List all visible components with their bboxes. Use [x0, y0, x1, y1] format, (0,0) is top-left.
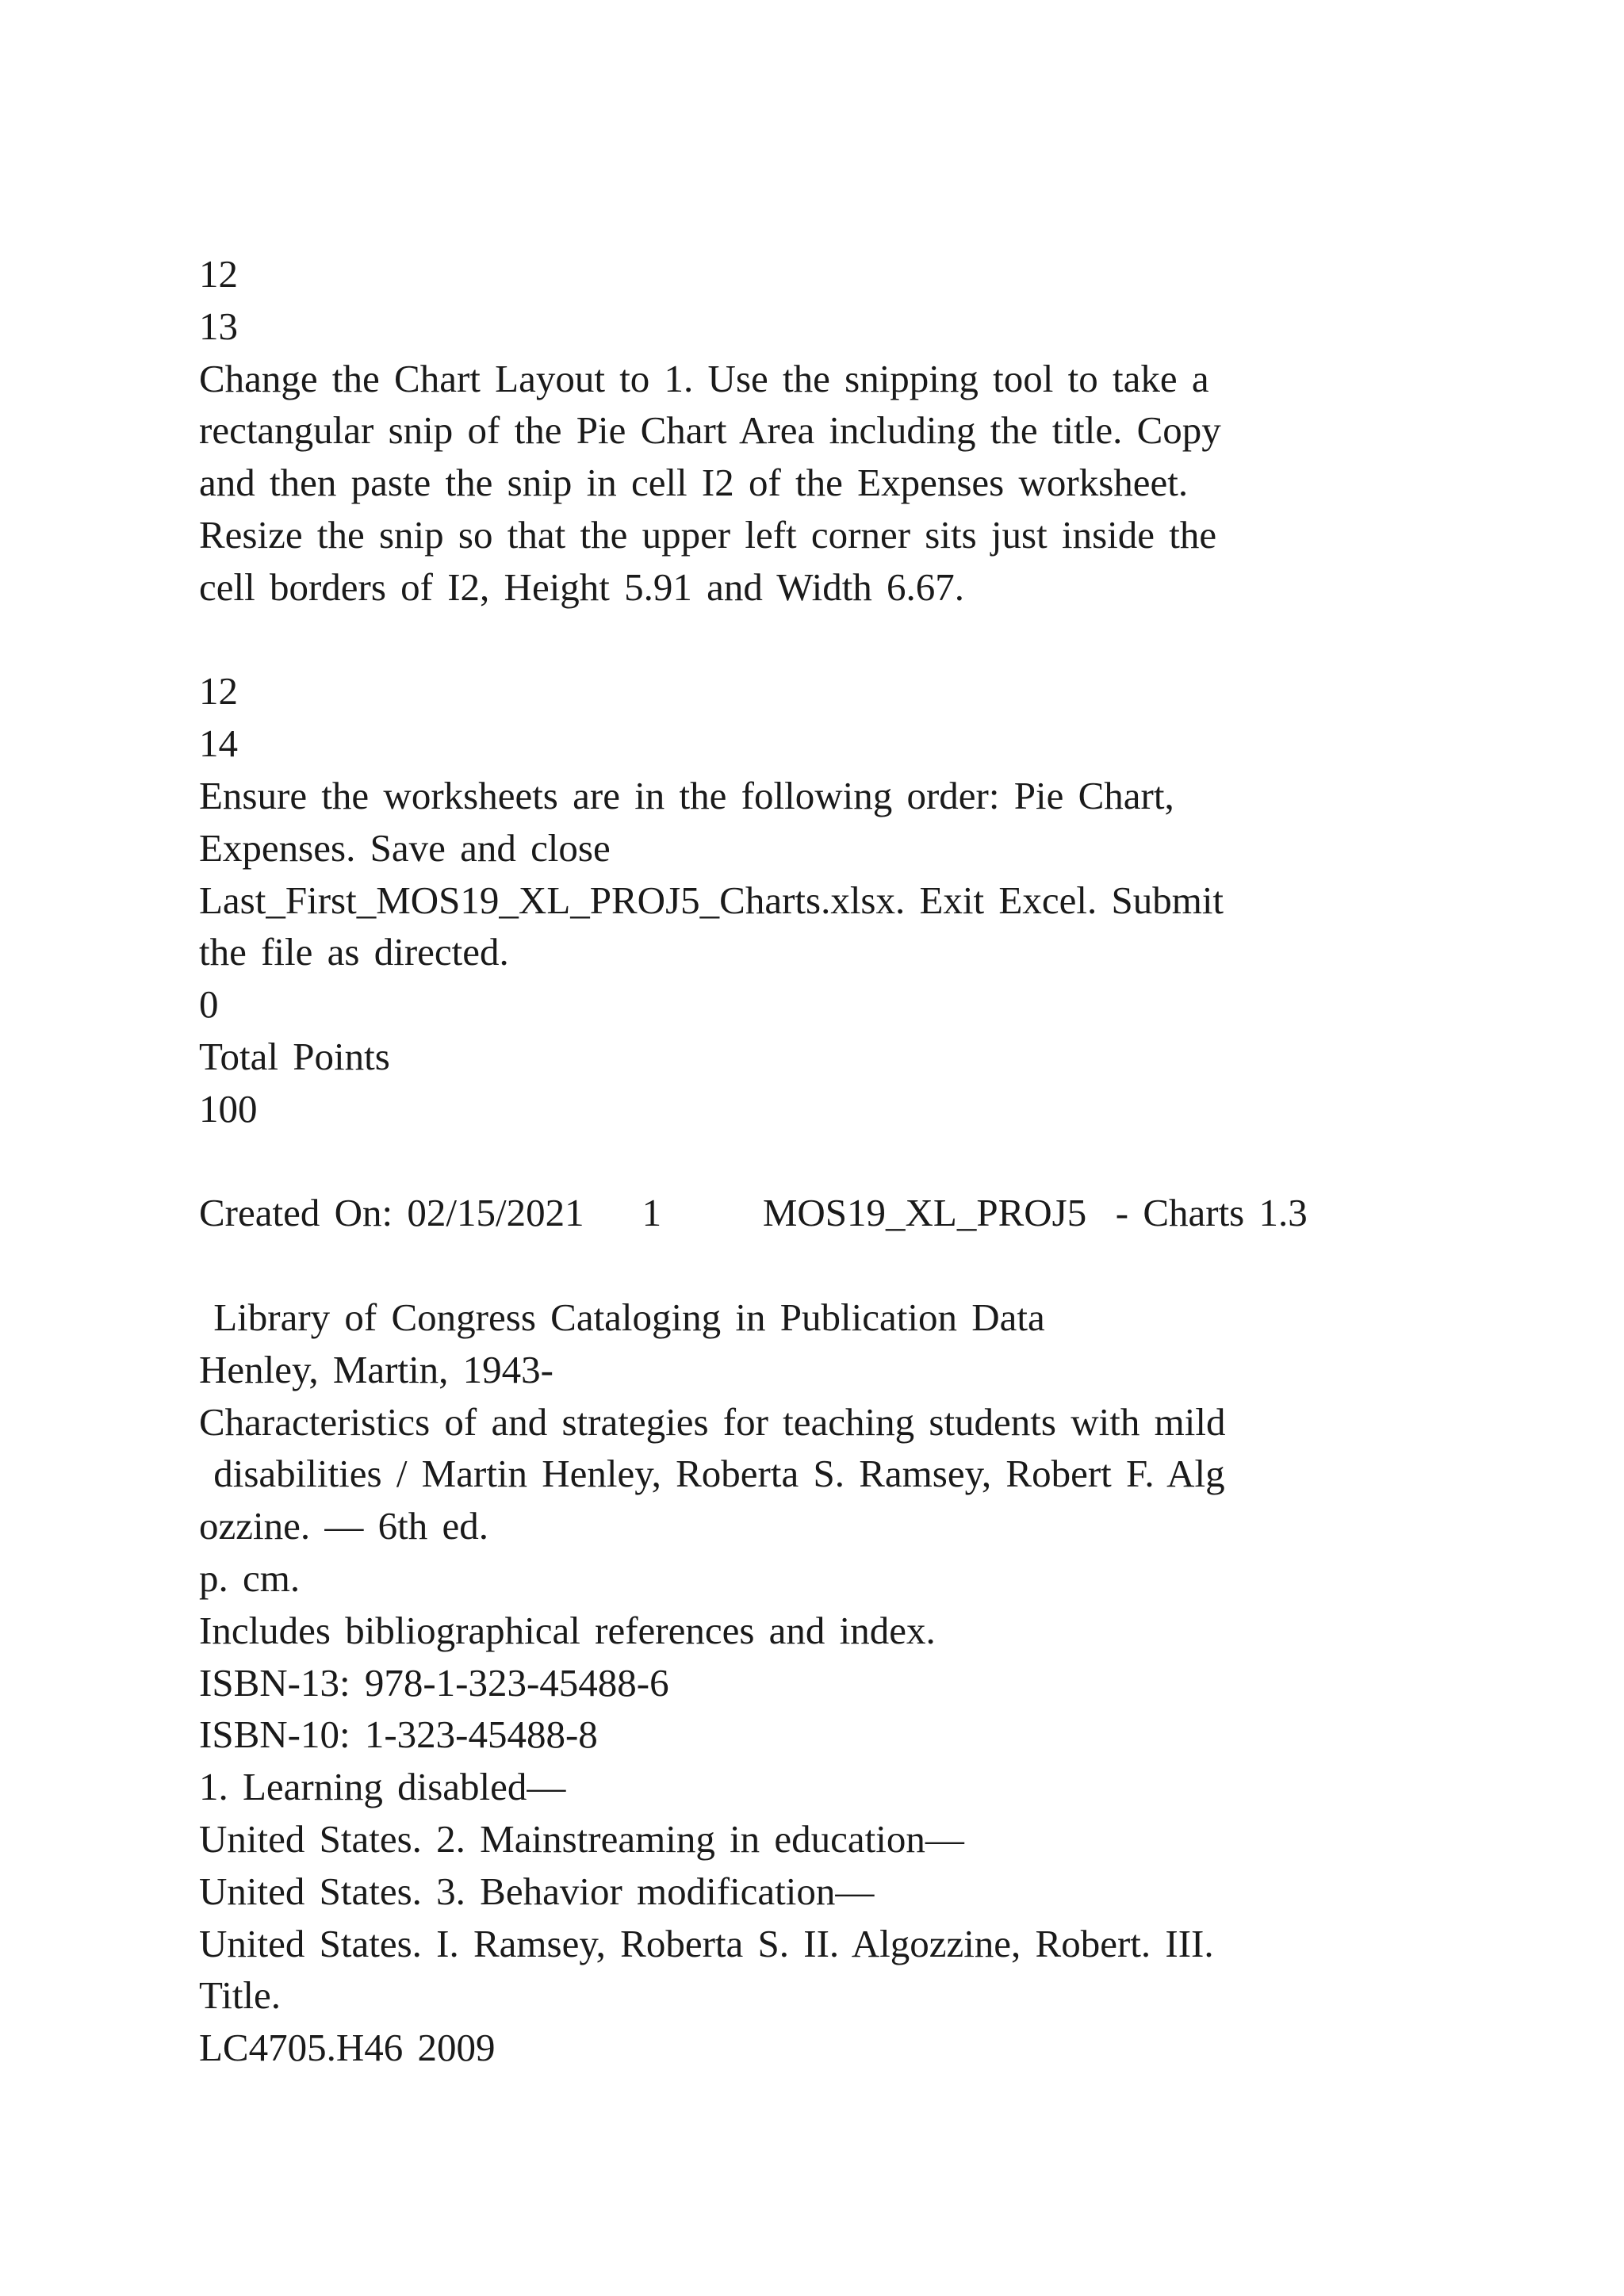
cataloging-line: disabilities / Martin Henley, Roberta S. Ramsey, Robert F. Alg [199, 1452, 1225, 1496]
total-points-value: 100 [199, 1086, 258, 1131]
cataloging-line: Title. [199, 1973, 282, 2018]
step-13-text-line: Change the Chart Layout to 1. Use the snipping tool to take a [199, 356, 1209, 400]
step-14-points: 12 [199, 669, 238, 714]
spacer [199, 1239, 1436, 1292]
cataloging-line: United States. I. Ramsey, Roberta S. II. Algozzine, Robert. III. [199, 1921, 1214, 1965]
step-14-text-line: Ensure the worksheets are in the following order: Pie Chart, [199, 773, 1174, 817]
step-14-text-line: the file as directed. [199, 930, 509, 974]
step-14-points-after: 0 [199, 982, 219, 1027]
cataloging-line: ISBN-13: 978-1-323-45488-6 [199, 1660, 669, 1705]
document-page [199, 248, 1436, 2074]
step-13-text-line: rectangular snip of the Pie Chart Area including the title. Copy [199, 408, 1221, 453]
cataloging-line: United States. 2. Mainstreaming in education— [199, 1816, 964, 1861]
cataloging-line: ISBN-10: 1-323-45488-8 [199, 1712, 598, 1757]
spacer [199, 1135, 1436, 1188]
cataloging-line: LC4705.H46 2009 [199, 2026, 496, 2070]
cataloging-heading: Library of Congress Cataloging in Publication Data [199, 1295, 1045, 1339]
cataloging-line: United States. 3. Behavior modification— [199, 1869, 875, 1913]
spacer [199, 614, 1436, 666]
step-13-text-line: cell borders of I2, Height 5.91 and Width 6.67. [199, 564, 965, 609]
total-points-block [199, 1031, 1436, 1135]
cataloging-line: Characteristics of and strategies for teaching students with mild [199, 1399, 1226, 1444]
cataloging-line: p. cm. [199, 1556, 301, 1600]
step-13-text-line: Resize the snip so that the upper left corner sits just inside the [199, 512, 1217, 557]
cataloging-line: Henley, Martin, 1943- [199, 1347, 553, 1391]
cataloging-line: Includes bibliographical references and index. [199, 1608, 936, 1652]
step-14-text-line: Expenses. Save and close [199, 825, 611, 870]
total-points-label: Total Points [199, 1034, 390, 1078]
step-14-number: 14 [199, 721, 238, 766]
cataloging-line: 1. Learning disabled— [199, 1765, 566, 1809]
cataloging-block [199, 1292, 1436, 2074]
step-14-block [199, 665, 1436, 1031]
step-13-block [199, 248, 1436, 614]
cataloging-line: ozzine. — 6th ed. [199, 1504, 488, 1548]
footer-line: Created On: 02/15/2021 1 MOS19_XL_PROJ5 - Charts 1.3 [199, 1191, 1308, 1235]
step-13-text-line: and then paste the snip in cell I2 of the Expenses worksheet. [199, 461, 1189, 505]
step-13-number: 13 [199, 304, 238, 348]
step-14-text-line: Last_First_MOS19_XL_PROJ5_Charts.xlsx. Exit Excel. Submit [199, 878, 1224, 922]
step-13-points: 12 [199, 252, 238, 296]
